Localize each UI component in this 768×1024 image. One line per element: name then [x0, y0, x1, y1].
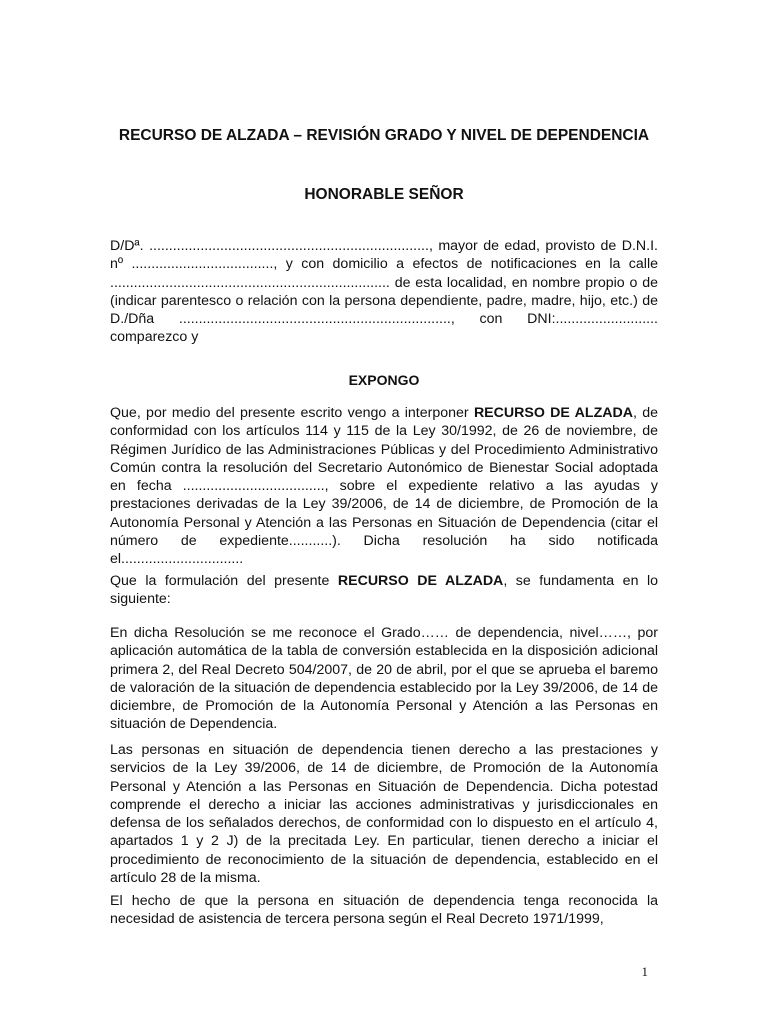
paragraph-fundamento-bold: RECURSO DE ALZADA: [337, 573, 504, 589]
section-heading-expongo: EXPONGO: [348, 372, 420, 388]
paragraph-resolucion: En dicha Resolución se me reconoce el Grado…… de dependencia, nivel……, por aplicación automática de la tabla de conversión establecida en la disposición adicional primera 2, del Real Decreto 504/2007, de 20 de abril, por el que se aprueba el baremo de valoración de la situación de dependencia establecido por la Ley 39/2006, de 14 de diciembre, de Promoción de la Autonomía Personal y Atención a las Personas en situación de Dependencia.: [110, 625, 658, 733]
document-title: RECURSO DE ALZADA – REVISIÓN GRADO Y NIVEL DE DEPENDENCIA: [118, 127, 650, 144]
paragraph-tercera-persona: El hecho de que la persona en situación de dependencia tenga reconocida la necesidad de asistencia de tercera persona según el Real Decreto 1971/1999,: [110, 893, 658, 928]
paragraph-derechos: Las personas en situación de dependencia tienen derecho a las prestaciones y servicios de la Ley 39/2006, de 14 de diciembre, de Promoción de la Autonomía Personal y Atención a las Personas en Situación de Dependencia. Dicha potestad comprende el derecho a iniciar las acciones administrativas y jurisdiccionales en defensa de los señalados derechos, de conformidad con lo dispuesto en el artículo 4, apartados 1 y 2 J) de la precitada Ley. En particular, tienen derecho a iniciar el procedimiento de reconocimiento de la situación de dependencia, establecido en el artículo 28 de la misma.: [110, 742, 658, 887]
paragraph-fundamento-text-a: Que la formulación del presente: [110, 573, 338, 589]
page-number: 1: [641, 964, 648, 979]
paragraph-expongo: [110, 404, 658, 569]
paragraph-fundamento: [110, 572, 658, 609]
paragraph-expongo-text-c: , de conformidad con los artículos 114 y 115 de la Ley 30/1992, de 26 de noviembre, de Régimen Jurídico de las Administraciones Públicas y del Procedimiento Administrativo Común contra la resolución del Secretario Autonómico de Bienestar Social adoptada en fecha ...................................., sobre el expediente relativo a las ayudas y prestaciones derivadas de la Ley 39/2006, de 14 de diciembre, de Promoción de la Autonomía Personal y Atención a las Personas en Situación de Dependencia (citar el número de expediente...........). Dicha resolución ha sido notificada el...............................: [110, 405, 659, 568]
paragraph-fundamento-text-c: , se fundamenta en lo siguiente:: [110, 573, 659, 608]
salutation: HONORABLE SEÑOR: [304, 186, 464, 203]
paragraph-expongo-text-a: Que, por medio del presente escrito vengo a interponer: [110, 405, 474, 421]
paragraph-identification: D/Dª. ......................................................................., mayor de edad, provisto de D.N.I. nº ...................................., y con domicilio a efectos de notificaciones en la calle ....................................................................... de esta localidad, en nombre propio o de (indicar parentesco o relación con la persona dependiente, padre, madre, hijo, etc.) de D./Dña ....................................................................., con DNI:.......................... comparezco y: [110, 238, 658, 346]
paragraph-expongo-bold: RECURSO DE ALZADA: [473, 405, 633, 421]
